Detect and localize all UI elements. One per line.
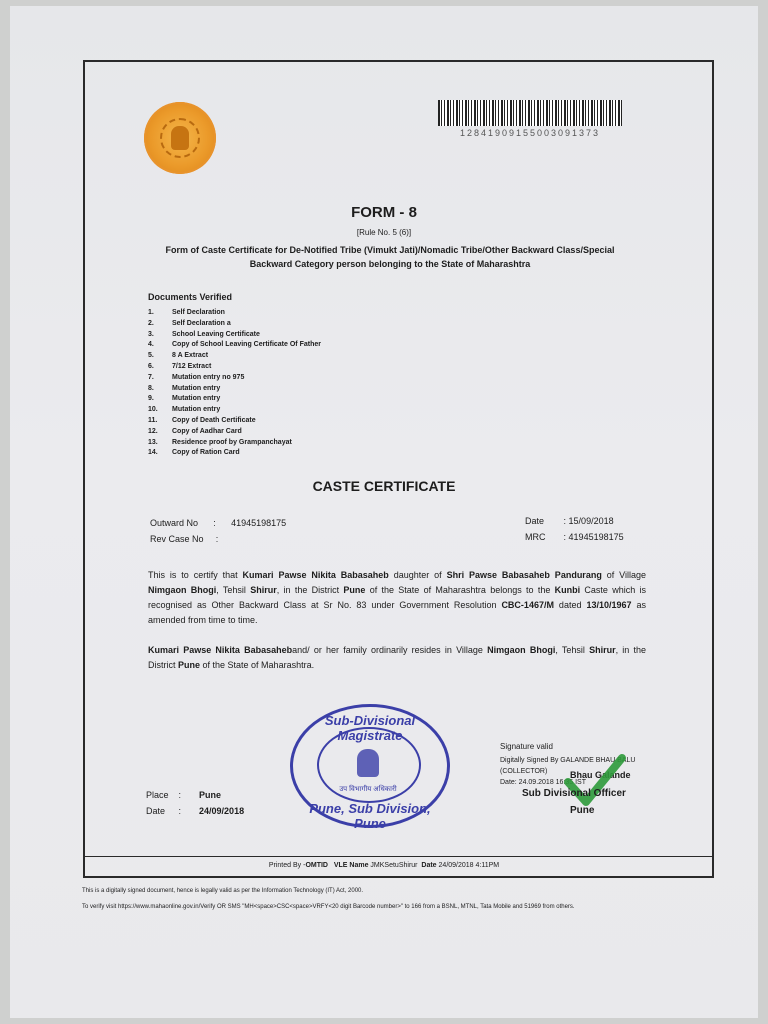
document-item [148, 351, 321, 362]
rule-number: [Rule No. 5 (6)] [356, 228, 412, 237]
document-item [148, 330, 321, 341]
candidate-name: Kumari Pawse Nikita Babasaheb [148, 645, 293, 655]
check-icon [564, 752, 626, 808]
document-item [148, 448, 321, 459]
p2-text: of the State of Maharashtra. [200, 660, 315, 670]
place-colon: : [178, 790, 182, 800]
date-colon: : [563, 516, 567, 526]
document-number: 14. [148, 449, 158, 457]
document-number: 11. [148, 416, 158, 424]
tehsil-name: Shirur [250, 585, 277, 595]
mrc-row [525, 532, 624, 542]
document-text: Copy of Ration Card [172, 449, 240, 457]
document-text: Mutation entry [172, 384, 221, 392]
signature-date: Date: 24.09.2018 16:35 IST [500, 779, 587, 786]
document-item [148, 373, 321, 384]
p2-text: , in the District [148, 645, 646, 670]
footer-date-label: Date [421, 862, 437, 869]
document-item [148, 340, 321, 351]
residence-paragraph [148, 643, 646, 673]
document-item [148, 438, 321, 449]
place-value: Pune [199, 790, 222, 800]
p1-text: Caste which is recognised as Other Backward Class at Sr No. 83 under Government Resolution [148, 585, 647, 610]
officer-city: Pune [570, 805, 595, 816]
date-row [525, 516, 614, 526]
p1-text: of Village [601, 570, 646, 580]
place-row [146, 790, 221, 800]
barcode-number: 12841909155003091373 [459, 128, 601, 138]
candidate-name: Kumari Pawse Nikita Babasaheb [242, 570, 389, 580]
mrc-label: MRC [525, 532, 546, 542]
p1-text: , in the District [276, 585, 344, 595]
village-name: Nimgaon Bhogi [148, 585, 217, 595]
footer-date-value: 24/09/2018 4:11PM [438, 862, 500, 869]
rev-case-row [150, 534, 228, 544]
document-number: 7. [148, 373, 154, 381]
father-name: Shri Pawse Babasaheb Pandurang [446, 570, 602, 580]
document-number: 9. [148, 395, 154, 403]
document-text: Self Declaration a [172, 319, 231, 327]
vle-value: JMKSetuShirur [370, 862, 418, 869]
verify-note: To verify visit https://www.mahaonline.gov.in/Verify OR SMS "MH<space>CSC<space>VRFY<20 digit Barcode number>" to 166 from a BSNL, MTNL, Tata Mobile and 51969 from others. [82, 904, 575, 910]
issue-date-label: Date [146, 806, 166, 816]
documents-list [148, 308, 321, 459]
seal-bottom-text: Pune, Sub Division, Pune [309, 801, 431, 831]
district-name: Pune [178, 660, 201, 670]
outward-value: 41945198175 [231, 518, 287, 528]
mrc-value: 41945198175 [568, 532, 624, 542]
document-number: 10. [148, 406, 158, 414]
document-item [148, 405, 321, 416]
document-item [148, 416, 321, 427]
issue-date-value: 24/09/2018 [199, 806, 245, 816]
document-text: Residence proof by Grampanchayat [172, 438, 292, 446]
document-number: 8. [148, 384, 154, 392]
mrc-colon: : [563, 532, 567, 542]
document-number: 13. [148, 438, 158, 446]
document-number: 2. [148, 319, 154, 327]
date-value: 15/09/2018 [568, 516, 614, 526]
district-name: Pune [343, 585, 366, 595]
document-item [148, 427, 321, 438]
document-item [148, 362, 321, 373]
maharashtra-emblem-icon [144, 102, 216, 174]
collector: (COLLECTOR) [500, 768, 548, 775]
document-item [148, 394, 321, 405]
outward-row [150, 518, 286, 528]
printed-label: Printed By - [268, 862, 306, 869]
date-label: Date [525, 516, 545, 526]
document-item [148, 319, 321, 330]
document-text: Mutation entry no 975 [172, 373, 245, 381]
rev-case-label: Rev Case No [150, 534, 204, 544]
document-number: 1. [148, 309, 154, 316]
form-title: FORM - 8 [351, 204, 417, 221]
rev-case-colon: : [215, 534, 219, 544]
printed-by [0, 862, 768, 869]
document-text: Copy of Death Certificate [172, 416, 256, 424]
vle-label: VLE Name [333, 862, 369, 869]
document-number: 12. [148, 427, 158, 435]
resolution-number: CBC-1467/M [501, 600, 554, 610]
p1-text: as amended from time to time. [148, 600, 646, 625]
magistrate-seal [290, 704, 450, 831]
tehsil-name: Shirur [589, 645, 616, 655]
p2-text: and/ or her family ordinarily resides in Village [292, 645, 488, 655]
document-number: 6. [148, 362, 154, 370]
p2-text: , Tehsil [555, 645, 590, 655]
p1-text: of the State of Maharashtra belongs to the [365, 585, 555, 595]
p1-text: , Tehsil [216, 585, 251, 595]
document-text: Copy of School Leaving Certificate Of Father [172, 341, 321, 349]
document-item [148, 384, 321, 395]
document-text: Copy of Aadhar Card [172, 427, 242, 435]
p1-text: daughter of [388, 570, 447, 580]
signer-name: Bhau Galande [570, 770, 631, 780]
document-item [148, 308, 321, 319]
legal-note: This is a digitally signed document, hence is legally valid as per the Information Technology (IT) Act, 2000. [82, 888, 364, 894]
issue-date-colon: : [178, 806, 182, 816]
signature-valid: Signature valid [500, 742, 553, 751]
national-emblem-icon [357, 749, 379, 777]
signed-by: Digitally Signed By GALANDE BHAU BALU [500, 757, 636, 764]
issue-date-row [146, 806, 244, 816]
seal-top-text: Sub-Divisional Magistrate [324, 713, 416, 743]
officer-title: Sub Divisional Officer [522, 788, 626, 799]
document-number: 5. [148, 352, 154, 360]
document-text: Self Declaration [172, 309, 225, 316]
p1-text: dated [553, 600, 587, 610]
outward-label: Outward No [150, 518, 199, 528]
outward-colon: : [213, 518, 216, 528]
caste-name: Kunbi [554, 585, 581, 595]
documents-heading: Documents Verified [148, 292, 233, 302]
document-text: 7/12 Extract [172, 362, 212, 370]
certify-paragraph [148, 568, 646, 628]
document-text: Mutation entry [172, 406, 221, 414]
document-number: 4. [148, 341, 154, 349]
seal-hindi-text: उप विभागीय अधिकारी [339, 786, 397, 793]
footer-divider [84, 856, 713, 857]
document-text: School Leaving Certificate [172, 330, 260, 338]
barcode [438, 100, 622, 126]
place-label: Place [146, 790, 169, 800]
village-name: Nimgaon Bhogi [487, 645, 556, 655]
caste-certificate-title: CASTE CERTIFICATE [312, 478, 456, 494]
form-description: Form of Caste Certificate for De-Notified Tribe (Vimukt Jati)/Nomadic Tribe/Other Backward Class/Special Backward Category person belonging to the State of Maharashtra [165, 245, 615, 269]
document-text: Mutation entry [172, 395, 221, 403]
p1-text: This is to certify that [148, 570, 243, 580]
document-number: 3. [148, 330, 154, 338]
document-text: 8 A Extract [172, 352, 209, 360]
printed-value: OMTID [305, 862, 328, 869]
resolution-date: 13/10/1967 [586, 600, 632, 610]
